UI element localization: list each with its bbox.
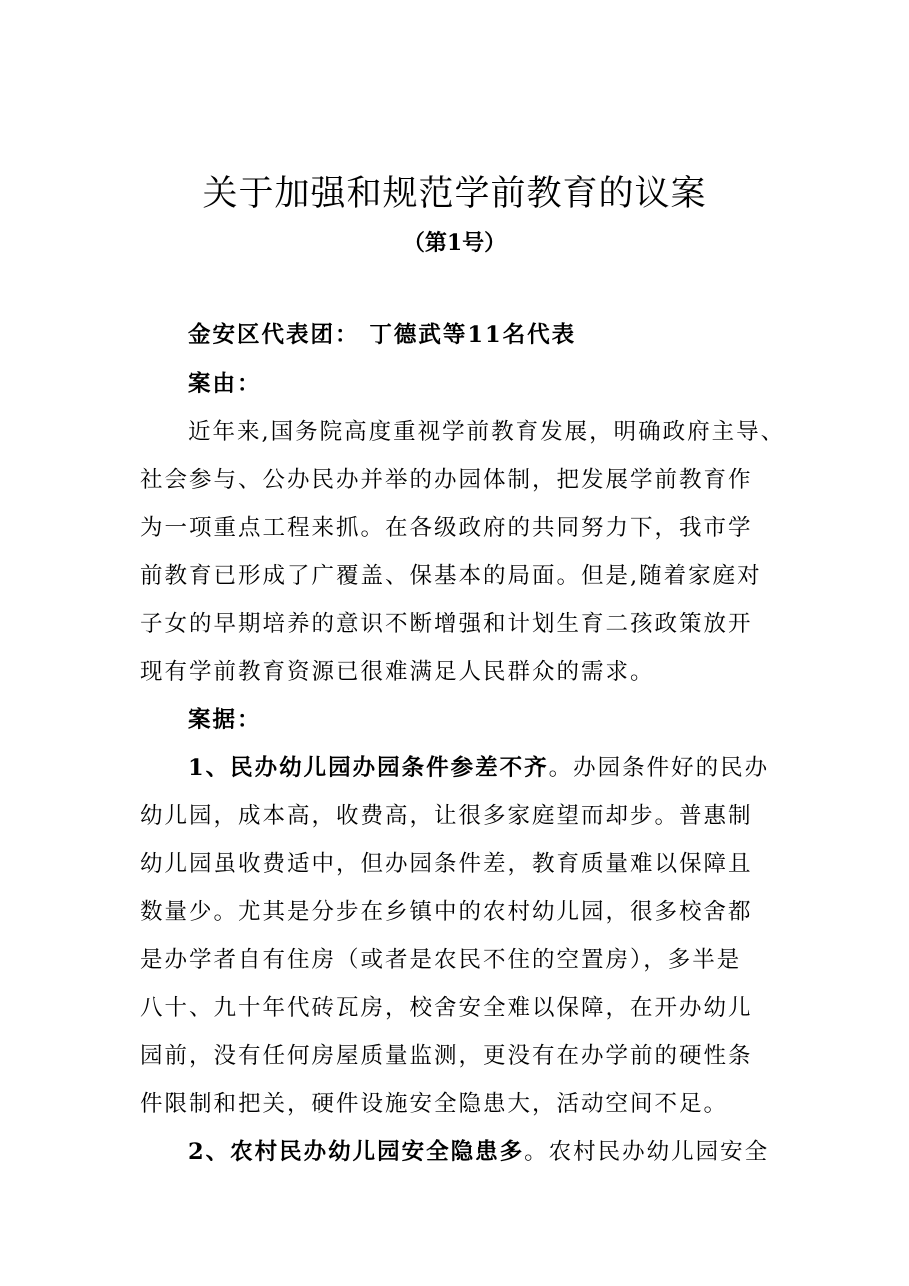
reason-line: 子女的早期培养的意识不断增强和计划生育二孩政策放开 [140, 611, 753, 637]
point2-heading: 2、农村民办幼儿园安全隐患多 [188, 1139, 525, 1165]
point1-line: 幼儿园，成本高，收费高，让很多家庭望而却步。普惠制 [140, 803, 753, 829]
point1-line: 数量少。尤其是分步在乡镇中的农村幼儿园，很多校舍都 [140, 899, 753, 925]
point1-line: 园前，没有任何房屋质量监测，更没有在办学前的硬性条 [140, 1043, 753, 1069]
point1-first-line [188, 753, 798, 783]
reason-line: 社会参与、公办民办并举的办园体制，把发展学前教育作 [140, 467, 753, 493]
basis-heading: 案据： [188, 707, 262, 733]
point1-line: 八十、九十年代砖瓦房，校舍安全难以保障，在开办幼儿 [140, 995, 753, 1021]
reason-line: 为一项重点工程来抓。在各级政府的共同努力下，我市学 [140, 515, 753, 541]
point1-text: 。办园条件好的民办 [548, 755, 770, 781]
point2-first-line [188, 1137, 798, 1167]
reason-heading: 案由： [188, 371, 262, 397]
reason-line: 前教育已形成了广覆盖、保基本的局面。但是,随着家庭对 [140, 563, 762, 589]
reason-line: 近年来,国务院高度重视学前教育发展，明确政府主导、 [188, 419, 786, 445]
point1-heading: 1、民办幼儿园办园条件参差不齐 [188, 755, 549, 781]
document-title: 关于加强和规范学前教育的议案 [202, 174, 707, 214]
point2-text: 。农村民办幼儿园安全 [524, 1139, 770, 1165]
point1-line: 幼儿园虽收费适中，但办园条件差，教育质量难以保障且 [140, 851, 753, 877]
point1-line: 是办学者自有住房（或者是农民不住的空置房），多半是 [140, 947, 742, 973]
point1-line: 件限制和把关，硬件设施安全隐患大，活动空间不足。 [140, 1091, 729, 1117]
reason-line: 现有学前教育资源已很难满足人民群众的需求。 [140, 659, 655, 685]
document-number: （第1号） [402, 230, 507, 256]
proposer-line: 金安区代表团： 丁德武等11名代表 [188, 322, 577, 348]
